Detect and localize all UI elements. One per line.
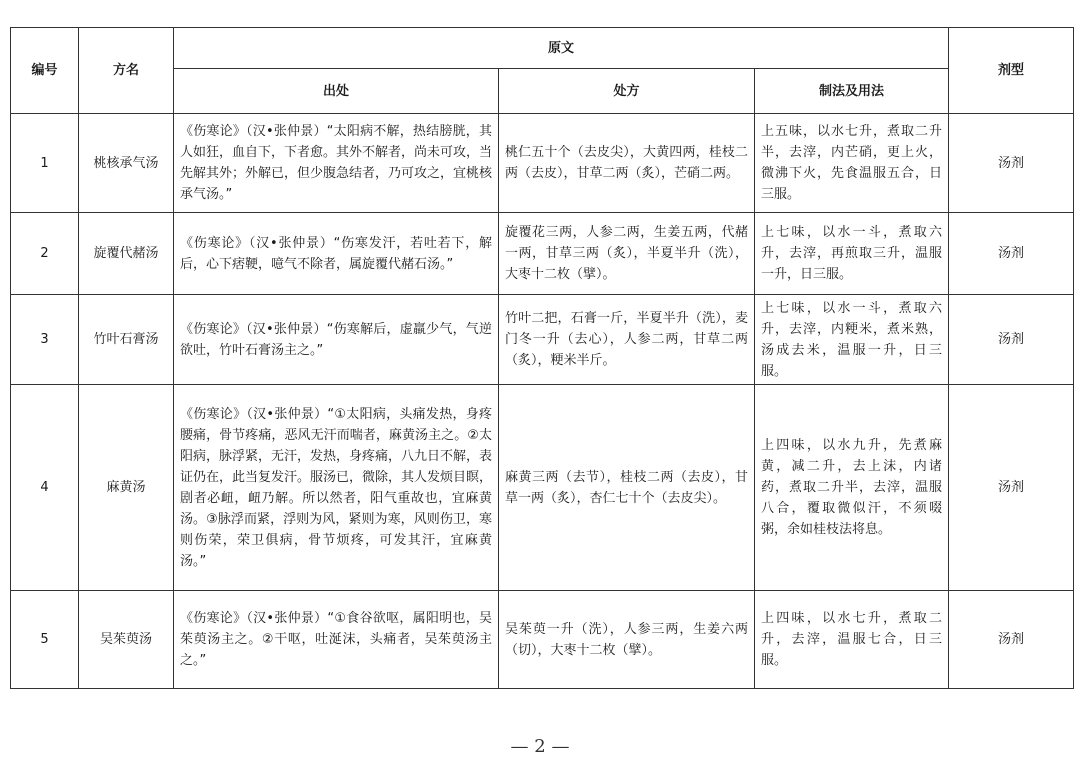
cell-number: 2	[11, 213, 79, 295]
cell-source: 《伤寒论》（汉•张仲景）“①食谷欲呕，属阳明也，吴茱萸汤主之。②干呕，吐涎沫，头痛者，吴茱萸汤主之。”	[174, 591, 499, 689]
cell-prescription: 竹叶二把，石膏一斤，半夏半升（洗），麦门冬一升（去心），人参二两，甘草二两（炙），粳米半斤。	[499, 295, 755, 385]
cell-number: 4	[11, 385, 79, 591]
table-row	[11, 213, 1074, 295]
cell-dosage-form: 汤剂	[949, 114, 1074, 213]
cell-number: 3	[11, 295, 79, 385]
cell-method: 上五味，以水七升，煮取二升半，去滓，内芒硝，更上火，微沸下火，先食温服五合，日三服。	[755, 114, 949, 213]
cell-number: 1	[11, 114, 79, 213]
cell-source: 《伤寒论》（汉•张仲景）“太阳病不解，热结膀胱，其人如狂，血自下，下者愈。其外不解者，尚未可攻，当先解其外；外解已，但少腹急结者，乃可攻之，宜桃核承气汤。”	[174, 114, 499, 213]
cell-dosage-form: 汤剂	[949, 591, 1074, 689]
table-row	[11, 295, 1074, 385]
cell-method: 上七味，以水一斗，煮取六升，去滓，再煎取三升，温服一升，日三服。	[755, 213, 949, 295]
table-row	[11, 591, 1074, 689]
table-row	[11, 385, 1074, 591]
header-number: 编号	[11, 28, 79, 114]
cell-method: 上四味，以水七升，煮取二升，去滓，温服七合，日三服。	[755, 591, 949, 689]
cell-method: 上七味，以水一斗，煮取六升，去滓，内粳米，煮米熟，汤成去米，温服一升，日三服。	[755, 295, 949, 385]
cell-method: 上四味，以水九升，先煮麻黄，减二升，去上沫，内诸药，煮取二升半，去滓，温服八合，覆取微似汗，不须啜粥，余如桂枝法将息。	[755, 385, 949, 591]
cell-name: 旋覆代赭汤	[79, 213, 174, 295]
header-dosage-form: 剂型	[949, 28, 1074, 114]
cell-source: 《伤寒论》（汉•张仲景）“①太阳病，头痛发热，身疼腰痛，骨节疼痛，恶风无汗而喘者，麻黄汤主之。②太阳病，脉浮紧，无汗，发热，身疼痛，八九日不解，表证仍在，此当复发汗。服汤已，微除，其人发烦目瞑，剧者必衄，衄乃解。所以然者，阳气重故也，宜麻黄汤。③脉浮而紧，浮则为风，紧则为寒，风则伤卫，寒则伤荣，荣卫俱病，骨节烦疼，可发其汗，宜麻黄汤。”	[174, 385, 499, 591]
formula-table	[10, 27, 1074, 689]
header-original: 原文	[174, 28, 949, 69]
page-number: — 2 —	[510, 736, 570, 757]
cell-name: 吴茱萸汤	[79, 591, 174, 689]
header-source: 出处	[174, 69, 499, 114]
cell-source: 《伤寒论》（汉•张仲景）“伤寒解后，虚羸少气，气逆欲吐，竹叶石膏汤主之。”	[174, 295, 499, 385]
cell-number: 5	[11, 591, 79, 689]
cell-dosage-form: 汤剂	[949, 295, 1074, 385]
cell-prescription: 旋覆花三两，人参二两，生姜五两，代赭一两，甘草三两（炙），半夏半升（洗），大枣十二枚（擘）。	[499, 213, 755, 295]
cell-prescription: 桃仁五十个（去皮尖），大黄四两，桂枝二两（去皮），甘草二两（炙），芒硝二两。	[499, 114, 755, 213]
cell-source: 《伤寒论》（汉•张仲景）“伤寒发汗，若吐若下，解后，心下痞鞕，噫气不除者，属旋覆代赭石汤。”	[174, 213, 499, 295]
header-name: 方名	[79, 28, 174, 114]
cell-prescription: 吴茱萸一升（洗），人参三两，生姜六两（切），大枣十二枚（擘）。	[499, 591, 755, 689]
cell-name: 麻黄汤	[79, 385, 174, 591]
cell-prescription: 麻黄三两（去节），桂枝二两（去皮），甘草一两（炙），杏仁七十个（去皮尖）。	[499, 385, 755, 591]
cell-name: 竹叶石膏汤	[79, 295, 174, 385]
cell-name: 桃核承气汤	[79, 114, 174, 213]
cell-dosage-form: 汤剂	[949, 385, 1074, 591]
header-method: 制法及用法	[755, 69, 949, 114]
table-row	[11, 114, 1074, 213]
header-prescription: 处方	[499, 69, 755, 114]
cell-dosage-form: 汤剂	[949, 213, 1074, 295]
